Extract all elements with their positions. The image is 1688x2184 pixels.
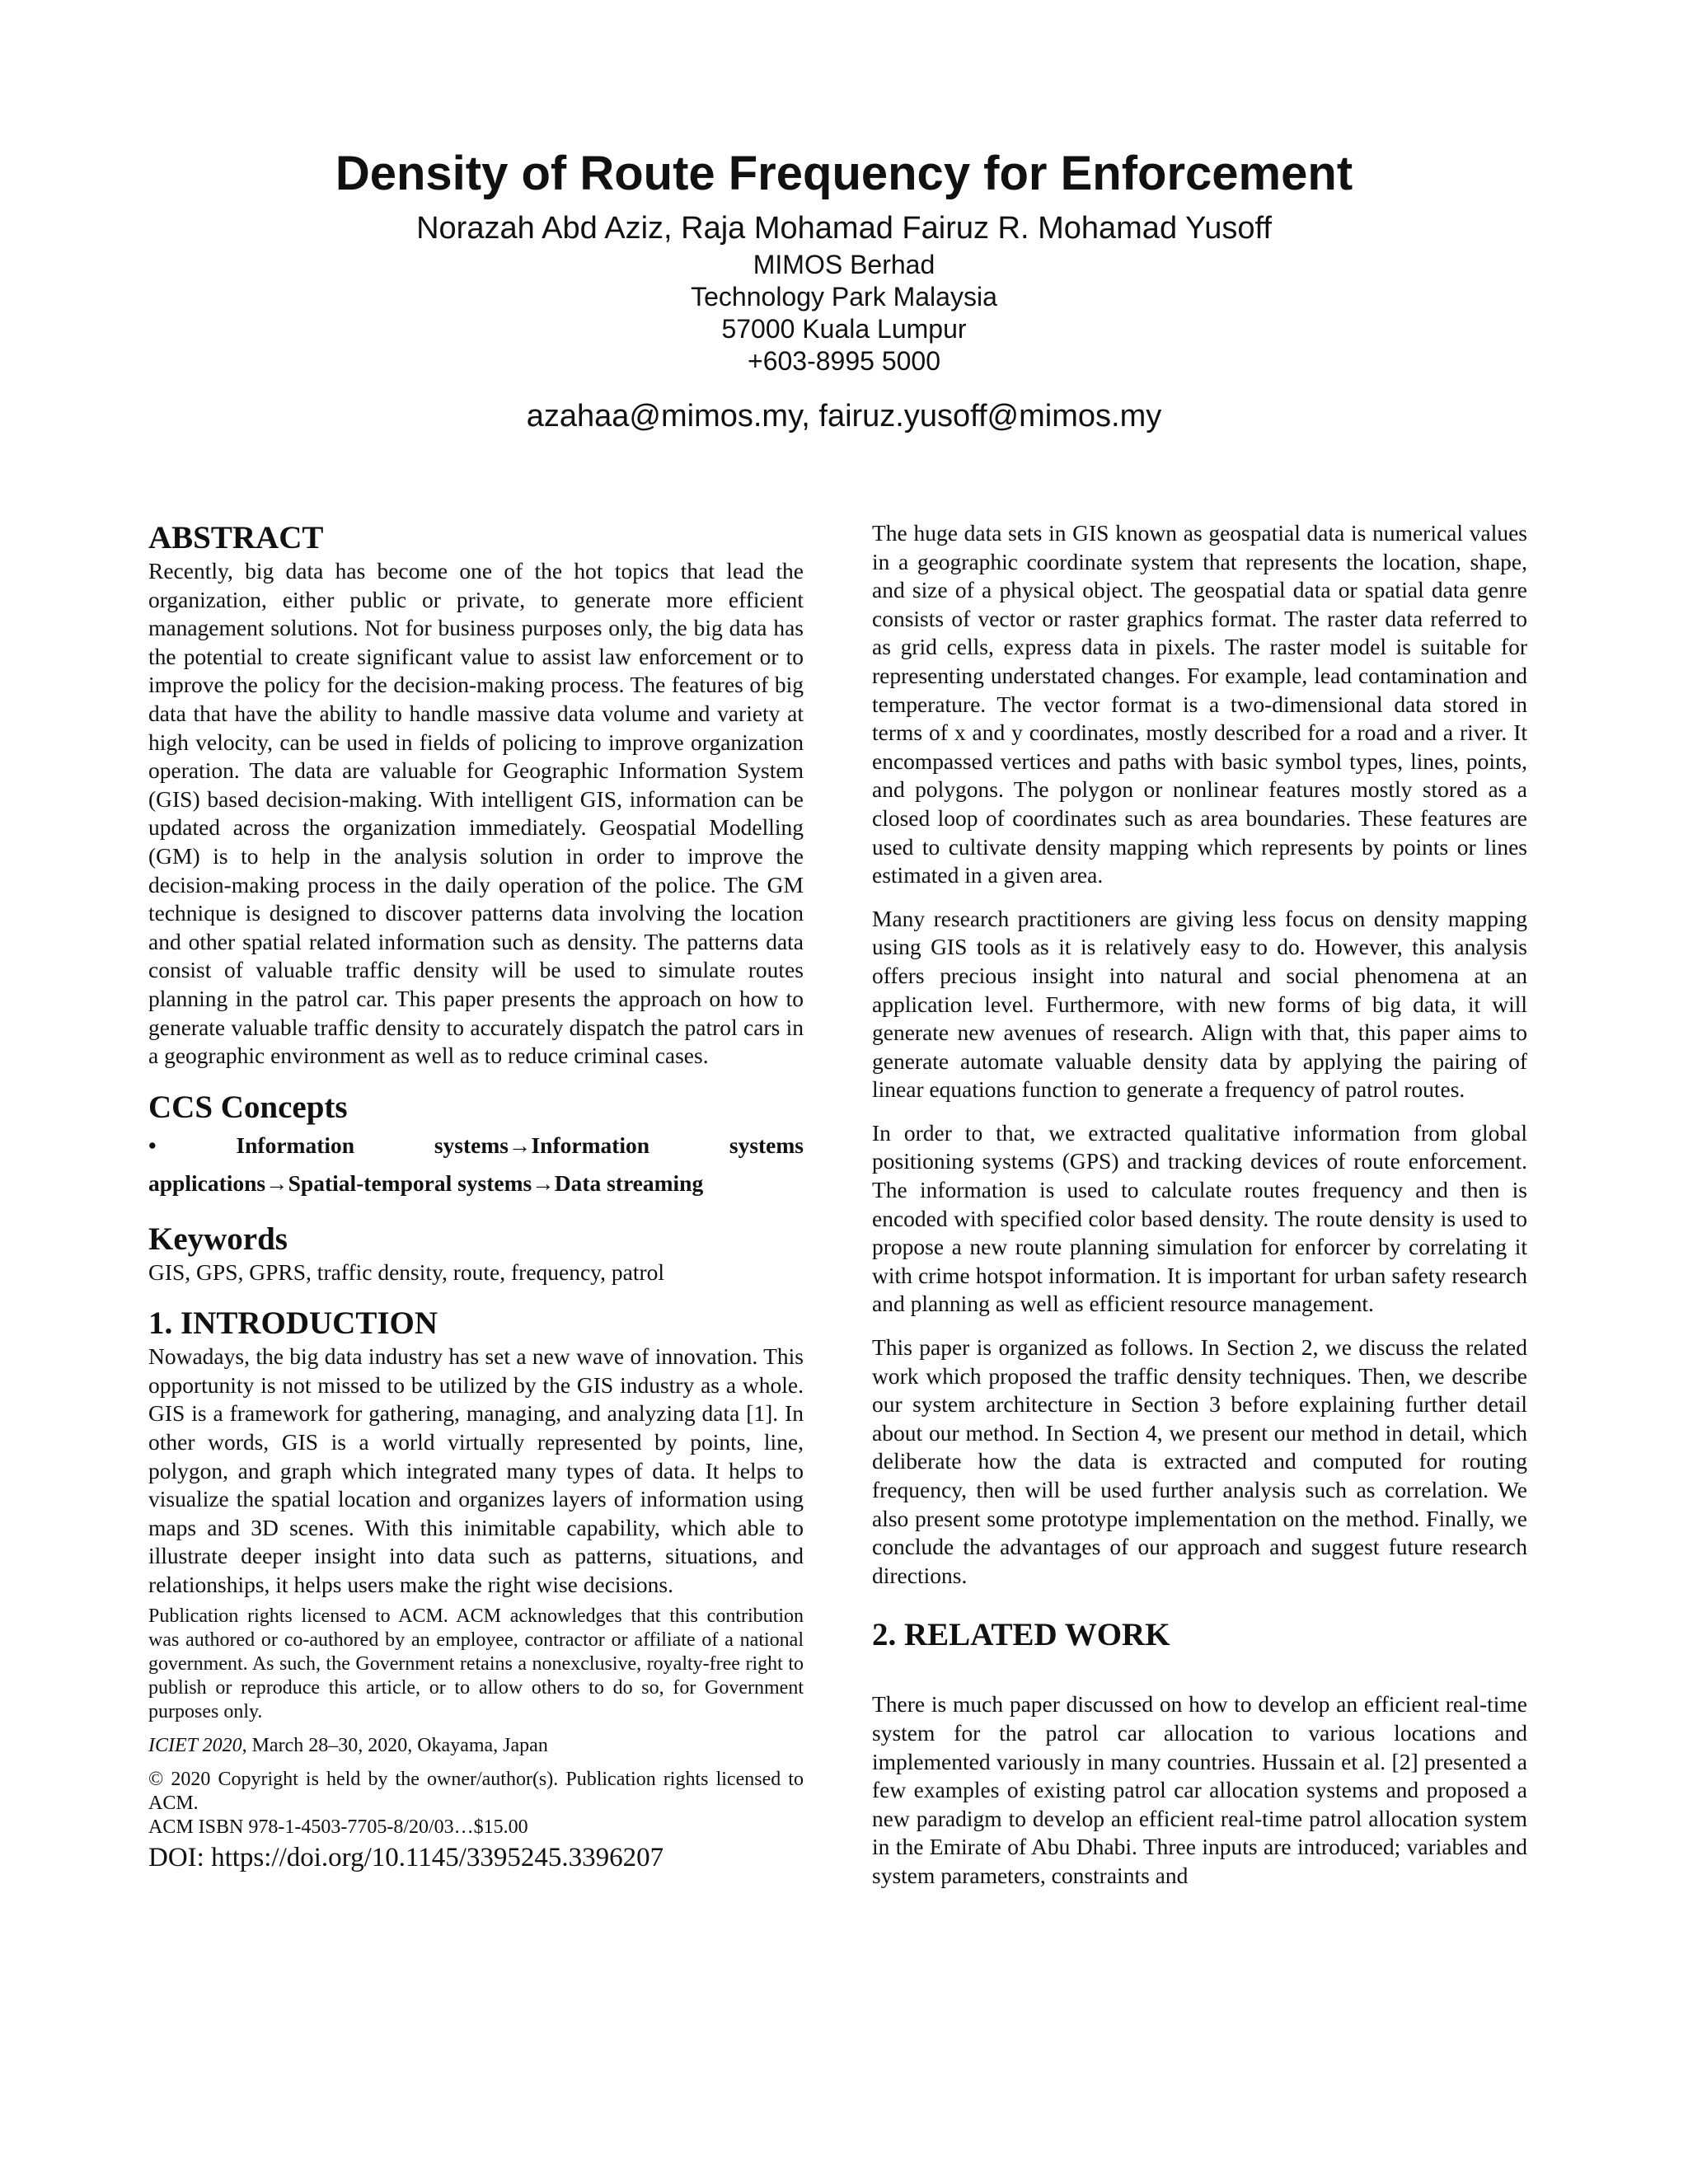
- body-paragraph: The huge data sets in GIS known as geospatial data is numerical values in a geographic coordinate system that represents the location, shape, and size of a physical object. The geospatial data or spatial data genre consists of vector or raster graphics format. The raster data referred to as grid cells, express data in pixels. The raster model is suitable for representing understated changes. For example, lead contamination and temperature. The vector format is a two-dimensional data stored in terms of x and y coordinates, mostly described for a road and a river. It encompassed vertices and paths with basic symbol types, lines, points, and polygons. The polygon or nonlinear features mostly stored as a closed loop of coordinates such as area boundaries. These features are used to cultivate density mapping which represents by points or lines estimated in a given area.: [872, 520, 1527, 888]
- related-work-text: There is much paper discussed on how to develop an efficient real-time system for the patrol car allocation to various locations and implemented variously in many countries. Hussain et al. [2] presented a few examples of existing patrol car allocation systems and proposed a new paradigm to develop an efficient real-time patrol allocation system in the Emirate of Abu Dhabi. Three inputs are introduced; variables and system parameters, constraints and: [872, 1691, 1527, 1888]
- introduction-text: Nowadays, the big data industry has set a new wave of innovation. This opportunity is not missed to be utilized by the GIS industry as a whole. GIS is a framework for gathering, managing, and analyzing data [1]. In other words, GIS is a world virtually represented by points, line, polygon, and graph which integrated many types of data. It helps to visualize the spatial location and organizes layers of information using maps and 3D scenes. With this inimitable capability, which able to illustrate deeper insight into data such as patterns, situations, and relationships, it helps users make the right wise decisions.: [148, 1343, 804, 1598]
- doi-line: DOI: https://doi.org/10.1145/3395245.3396207: [148, 1842, 664, 1872]
- conference-name: ICIET 2020,: [148, 1734, 247, 1756]
- related-work-heading: 2. RELATED WORK: [872, 1617, 1170, 1653]
- keywords-text: GIS, GPS, GPRS, traffic density, route, frequency, patrol: [148, 1258, 665, 1285]
- body-paragraph: In order to that, we extracted qualitative information from global positioning systems (GPS) and tracking devices of route enforcement. The information is used to calculate routes frequency and then is encoded with specified color based density. The route density is used to propose a new route planning simulation for enforcer by correlating it with crime hotspot information. It is important for urban safety research and planning as well as efficient resource management.: [872, 1119, 1527, 1317]
- abstract-text: Recently, big data has become one of the hot topics that lead the organization, either public or private, to generate more efficient management solutions. Not for business purposes only, the big data has the potential to create significant value to assist law enforcement or to improve the policy for the decision-making process. The features of big data that have the ability to handle massive data volume and variety at high velocity, can be used in fields of policing to improve organization operation. The data are valuable for Geographic Information System (GIS) based decision-making. With intelligent GIS, information can be updated across the organization immediately. Geospatial Modelling (GM) is to help in the analysis solution in order to improve the decision-making process in the daily operation of the police. The GM technique is designed to discover patterns data involving the location and other spatial related information such as density. The patterns data consist of valuable traffic density will be used to simulate routes planning in the patrol car. This paper presents the approach on how to generate valuable traffic density to accurately dispatch the patrol cars in a geographic environment as well as to reduce criminal cases.: [148, 558, 804, 1069]
- right-column: [872, 519, 1527, 1905]
- affiliation-line: 57000 Kuala Lumpur: [721, 314, 967, 344]
- rights-notice: Publication rights licensed to ACM. ACM acknowledges that this contribution was authored or co-authored by an employee, contractor or affiliate of a national government. As such, the Government retains a nonexclusive, royalty-free right to publish or reproduce this article, or to allow others to do so, for Government purposes only.: [148, 1605, 804, 1722]
- paper-header: [0, 140, 1688, 468]
- body-paragraph: This paper is organized as follows. In Section 2, we discuss the related work which proposed the traffic density techniques. Then, we describe our system architecture in Section 3 before explaining further detail about our method. In Section 4, we present our method in detail, which deliberate how the data is extracted and computed for routing frequency, then will be used further analysis such as correlation. We also present some prototype implementation on the method. Finally, we conclude the advantages of our approach and suggest future research directions.: [872, 1334, 1527, 1588]
- conference-line: [148, 1734, 804, 1758]
- copyright-footnote: [148, 1605, 804, 1840]
- abstract-heading: ABSTRACT: [148, 520, 324, 555]
- conference-details: March 28–30, 2020, Okayama, Japan: [246, 1734, 548, 1756]
- left-column: [148, 519, 804, 1874]
- ccs-concepts-line: • Information systems→Information systems: [148, 1132, 804, 1158]
- affiliation-line: Technology Park Malaysia: [691, 282, 997, 312]
- copyright-notice: © 2020 Copyright is held by the owner/author(s). Publication rights licensed to ACM.: [148, 1768, 804, 1814]
- body-paragraph: Many research practitioners are giving less focus on density mapping using GIS tools as it is relatively easy to do. However, this analysis offers precious insight into natural and social phenomena at an application level. Furthermore, with new forms of big data, it will generate new avenues of research. Align with that, this paper aims to generate automate valuable density data by applying the pairing of linear equations function to generate a frequency of patrol routes.: [872, 905, 1527, 1103]
- author-list: Norazah Abd Aziz, Raja Mohamad Fairuz R. Mohamad Yusoff: [416, 211, 1272, 246]
- ccs-heading: CCS Concepts: [148, 1089, 348, 1125]
- paper-title: Density of Route Frequency for Enforcement: [335, 147, 1353, 200]
- affiliation-line: MIMOS Berhad: [753, 250, 935, 279]
- isbn-line: ACM ISBN 978-1-4503-7705-8/20/03…$15.00: [148, 1816, 528, 1838]
- ccs-concepts-line: applications→Spatial-temporal systems→Data streaming: [148, 1169, 704, 1196]
- introduction-heading: 1. INTRODUCTION: [148, 1305, 438, 1342]
- affiliation-line: +603-8995 5000: [748, 346, 940, 376]
- author-emails: azahaa@mimos.my, fairuz.yusoff@mimos.my: [526, 399, 1162, 434]
- keywords-heading: Keywords: [148, 1221, 288, 1257]
